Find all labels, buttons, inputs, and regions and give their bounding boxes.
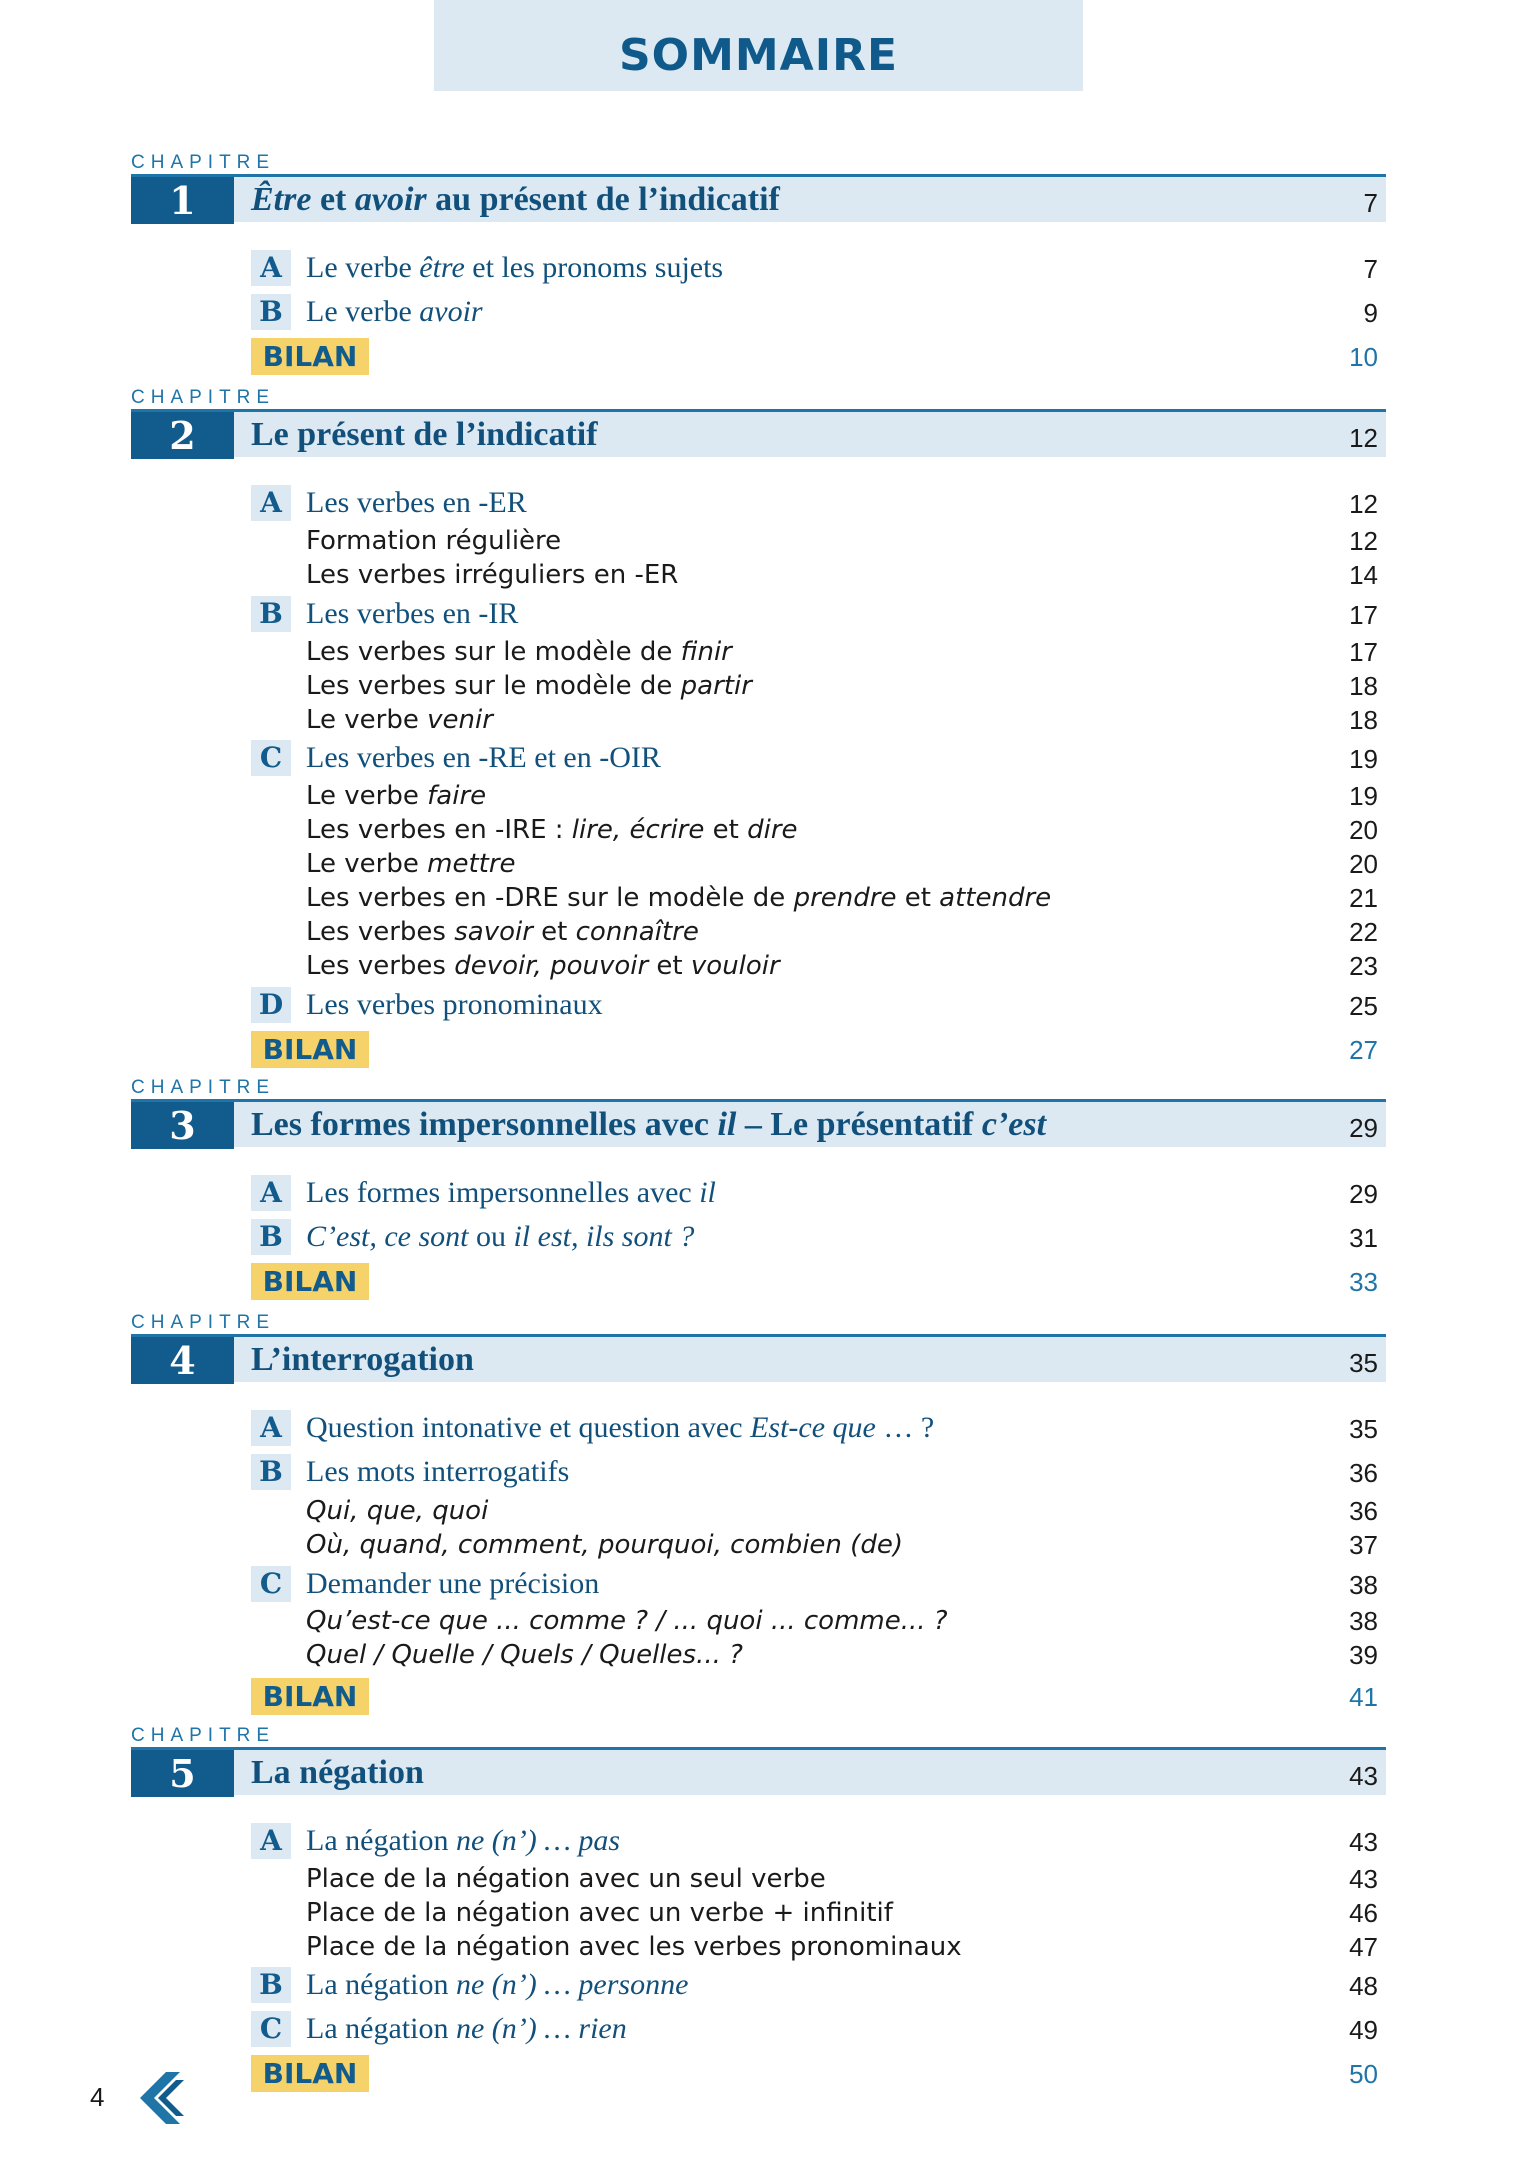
text-part: Les verbes sur le modèle de (306, 671, 681, 701)
text-part: Place de la négation avec les verbes pronominaux (306, 1932, 962, 1962)
subsection-title (306, 1930, 962, 1964)
title-banner (434, 0, 1083, 91)
text-part: Les formes impersonnelles avec (251, 1106, 718, 1143)
section-page: 35 (1349, 1414, 1378, 1444)
section-letter: B (251, 294, 291, 330)
section-page: 12 (1349, 489, 1378, 519)
bilan-badge: BILAN (251, 1263, 369, 1300)
italic-text: dire (747, 815, 798, 845)
chapter-page: 29 (1349, 1113, 1378, 1143)
bilan-page: 27 (1349, 1035, 1378, 1065)
text-part: Les verbes sur le modèle de (306, 637, 681, 667)
section-letter: C (251, 740, 291, 776)
section-title (306, 485, 527, 521)
text-part: au présent de l’indicatif (426, 181, 780, 218)
subsection-title (306, 779, 486, 813)
section-letter: A (251, 1410, 291, 1446)
chapter-page: 7 (1363, 188, 1378, 218)
section-entry[interactable] (131, 1454, 1386, 1494)
section-entry[interactable] (131, 1967, 1386, 2007)
section-page: 25 (1349, 991, 1378, 1021)
chapter-label: CHAPITRE (131, 1077, 276, 1098)
chevron-left-icon[interactable] (136, 2070, 188, 2126)
page-title: SOMMAIRE (618, 30, 899, 81)
text-part: Les verbes en -IR (306, 597, 519, 630)
text-part: ou (468, 1220, 514, 1253)
bilan-badge: BILAN (251, 2055, 369, 2092)
text-part: Place de la négation avec un seul verbe (306, 1864, 826, 1894)
bilan-badge: BILAN (251, 1031, 369, 1068)
italic-text: faire (427, 781, 487, 811)
subsection-title (306, 635, 732, 669)
section-title (306, 1566, 599, 1602)
subsection-title (306, 847, 516, 881)
chapter-label: CHAPITRE (131, 1312, 276, 1333)
chapter-number: 1 (131, 177, 234, 224)
subsection-page: 18 (1349, 705, 1378, 735)
subsection-title (306, 1604, 948, 1638)
section-page: 43 (1349, 1827, 1378, 1857)
subsection-entry[interactable] (131, 1638, 1386, 1678)
subsection-page: 19 (1349, 781, 1378, 811)
bilan-badge: BILAN (251, 1678, 369, 1715)
section-page: 48 (1349, 1971, 1378, 2001)
section-page: 17 (1349, 600, 1378, 630)
bilan-page: 10 (1349, 342, 1378, 372)
subsection-page: 12 (1349, 526, 1378, 556)
section-title (306, 1219, 694, 1255)
section-title (306, 294, 483, 330)
chapter-number: 3 (131, 1102, 234, 1149)
italic-text: il est, ils sont ? (513, 1220, 695, 1253)
subsection-title (306, 881, 1051, 915)
italic-text: ne (n’) … pas (455, 1824, 621, 1857)
italic-text: vouloir (690, 951, 780, 981)
subsection-title (306, 1896, 893, 1930)
section-title (306, 1175, 716, 1211)
section-title (306, 596, 518, 632)
subsection-title (306, 703, 493, 737)
italic-text: partir (680, 671, 752, 701)
text-part: Les verbes en -DRE sur le modèle de (306, 883, 794, 913)
text-part: Les formes impersonnelles avec (306, 1176, 700, 1209)
bilan-entry[interactable] (131, 2055, 1386, 2095)
section-letter: A (251, 250, 291, 286)
subsection-page: 23 (1349, 951, 1378, 981)
text-part: Le verbe (306, 295, 420, 328)
section-letter: A (251, 1175, 291, 1211)
section-letter: B (251, 1219, 291, 1255)
text-part: et les pronoms sujets (464, 251, 724, 284)
italic-text: être (419, 251, 465, 284)
italic-text: Où, quand, comment, pourquoi, combien (de) (306, 1530, 903, 1560)
italic-text: Est-ce que (750, 1411, 876, 1444)
section-entry[interactable] (131, 1175, 1386, 1215)
italic-text: avoir (354, 181, 427, 218)
subsection-title (306, 949, 780, 983)
subsection-page: 43 (1349, 1864, 1378, 1894)
text-part: Les verbes en -ER (306, 486, 527, 519)
subsection-page: 14 (1349, 560, 1378, 590)
section-title (306, 1823, 620, 1859)
section-title (306, 740, 661, 776)
text-part: Le verbe (306, 705, 428, 735)
text-part: L’interrogation (251, 1341, 474, 1378)
section-letter: A (251, 485, 291, 521)
subsection-title (306, 1638, 743, 1672)
section-page: 31 (1349, 1223, 1378, 1253)
subsection-title (306, 1528, 903, 1562)
section-letter: C (251, 2011, 291, 2047)
chapter-page: 43 (1349, 1761, 1378, 1791)
text-part: et (704, 815, 748, 845)
bilan-badge: BILAN (251, 338, 369, 375)
section-entry[interactable] (131, 1823, 1386, 1863)
text-part: Les mots interrogatifs (306, 1455, 570, 1488)
text-part: Formation régulière (306, 526, 562, 556)
italic-text: finir (680, 637, 732, 667)
text-part: La négation (306, 2012, 456, 2045)
bilan-page: 41 (1349, 1682, 1378, 1712)
section-entry[interactable] (131, 294, 1386, 334)
subsection-title (306, 1494, 488, 1528)
italic-text: lire, écrire (571, 815, 705, 845)
chapter-title[interactable] (251, 1752, 424, 1794)
section-entry[interactable] (131, 2011, 1386, 2051)
chapter-title[interactable] (251, 1339, 474, 1381)
bilan-entry[interactable] (131, 1031, 1386, 1071)
italic-text: savoir (454, 917, 533, 947)
text-part: – Le présentatif (736, 1106, 982, 1143)
italic-text: C’est, ce sont (306, 1220, 469, 1253)
subsection-page: 38 (1349, 1606, 1378, 1636)
chapter-page: 35 (1349, 1348, 1378, 1378)
chapter-number: 2 (131, 412, 234, 459)
subsection-entry[interactable] (131, 1528, 1386, 1568)
section-entry[interactable] (131, 596, 1386, 636)
subsection-page: 22 (1349, 917, 1378, 947)
subsection-title (306, 524, 561, 558)
bilan-entry[interactable] (131, 1678, 1386, 1718)
text-part: Le présent de l’indicatif (251, 416, 598, 453)
italic-text: venir (427, 705, 493, 735)
section-letter: C (251, 1566, 291, 1602)
text-part: Les verbes en -RE et en -OIR (306, 741, 661, 774)
subsection-page: 17 (1349, 637, 1378, 667)
page-number: 4 (90, 2082, 105, 2112)
section-page: 9 (1363, 298, 1378, 328)
subsection-entry[interactable] (131, 703, 1386, 743)
section-page: 36 (1349, 1458, 1378, 1488)
section-title (306, 1454, 569, 1490)
subsection-page: 46 (1349, 1898, 1378, 1928)
section-entry[interactable] (131, 1410, 1386, 1450)
section-entry[interactable] (131, 1566, 1386, 1606)
italic-text: Quel / Quelle / Quels / Quelles... ? (306, 1640, 743, 1670)
text-part: Les verbes (306, 951, 455, 981)
section-title (306, 1410, 934, 1446)
section-entry[interactable] (131, 1219, 1386, 1259)
section-entry[interactable] (131, 740, 1386, 780)
text-part: Les verbes pronominaux (306, 988, 603, 1021)
section-page: 19 (1349, 744, 1378, 774)
section-letter: B (251, 1967, 291, 2003)
italic-text: Être (251, 181, 312, 218)
italic-text: connaître (575, 917, 699, 947)
text-part: Les verbes irréguliers en -ER (306, 560, 679, 590)
italic-text: c’est (981, 1106, 1047, 1143)
text-part: La négation (306, 1968, 456, 2001)
chapter-label: CHAPITRE (131, 387, 276, 408)
text-part: et (532, 917, 576, 947)
subsection-title (306, 813, 798, 847)
italic-text: il (717, 1106, 737, 1143)
section-entry[interactable] (131, 250, 1386, 290)
text-part: et (896, 883, 940, 913)
bilan-page: 33 (1349, 1267, 1378, 1297)
text-part: et (311, 181, 355, 218)
italic-text: devoir, pouvoir (454, 951, 649, 981)
text-part: La négation (251, 1754, 424, 1791)
italic-text: Qu’est-ce que ... comme ? / ... quoi ... comme... ? (306, 1606, 948, 1636)
italic-text: ne (n’) … personne (455, 1968, 689, 2001)
italic-text: mettre (427, 849, 516, 879)
section-entry[interactable] (131, 485, 1386, 525)
text-part: Le verbe (306, 251, 420, 284)
section-title (306, 987, 603, 1023)
italic-text: prendre (793, 883, 897, 913)
subsection-entry[interactable] (131, 558, 1386, 598)
text-part: Question intonative et question avec (306, 1411, 751, 1444)
chapter-title[interactable] (251, 414, 598, 456)
text-part: Place de la négation avec un verbe + infinitif (306, 1898, 893, 1928)
subsection-page: 39 (1349, 1640, 1378, 1670)
subsection-page: 20 (1349, 815, 1378, 845)
chapter-label: CHAPITRE (131, 152, 276, 173)
subsection-page: 37 (1349, 1530, 1378, 1560)
section-page: 49 (1349, 2015, 1378, 2045)
chapter-label: CHAPITRE (131, 1725, 276, 1746)
subsection-entry[interactable] (131, 1930, 1386, 1970)
text-part: Le verbe (306, 849, 428, 879)
text-part: Les verbes en -IRE : (306, 815, 572, 845)
subsection-title (306, 915, 699, 949)
chapter-number: 4 (131, 1337, 234, 1384)
chapter-number: 5 (131, 1750, 234, 1797)
subsection-title (306, 669, 752, 703)
italic-text: il (699, 1176, 716, 1209)
chapter-page: 12 (1349, 423, 1378, 453)
chapter-title[interactable] (251, 179, 780, 221)
text-part: Demander une précision (306, 1567, 600, 1600)
text-part: Les verbes (306, 917, 455, 947)
subsection-page: 20 (1349, 849, 1378, 879)
bilan-page: 50 (1349, 2059, 1378, 2089)
subsection-page: 47 (1349, 1932, 1378, 1962)
section-letter: D (251, 987, 291, 1023)
section-letter: A (251, 1823, 291, 1859)
text-part: La négation (306, 1824, 456, 1857)
text-part: et (648, 951, 691, 981)
italic-text: ne (n’) … rien (455, 2012, 627, 2045)
section-page: 38 (1349, 1570, 1378, 1600)
section-letter: B (251, 1454, 291, 1490)
section-title (306, 2011, 627, 2047)
subsection-page: 21 (1349, 883, 1378, 913)
bilan-entry[interactable] (131, 338, 1386, 378)
section-page: 29 (1349, 1179, 1378, 1209)
section-page: 7 (1363, 254, 1378, 284)
subsection-title (306, 558, 678, 592)
subsection-entry[interactable] (131, 949, 1386, 989)
section-title (306, 250, 723, 286)
text-part: … ? (875, 1411, 935, 1444)
bilan-entry[interactable] (131, 1263, 1386, 1303)
text-part: Le verbe (306, 781, 428, 811)
subsection-page: 36 (1349, 1496, 1378, 1526)
italic-text: avoir (419, 295, 483, 328)
chapter-title[interactable] (251, 1104, 1046, 1146)
section-entry[interactable] (131, 987, 1386, 1027)
italic-text: Qui, que, quoi (306, 1496, 489, 1526)
section-title (306, 1967, 688, 2003)
italic-text: attendre (939, 883, 1052, 913)
subsection-page: 18 (1349, 671, 1378, 701)
subsection-title (306, 1862, 826, 1896)
section-letter: B (251, 596, 291, 632)
